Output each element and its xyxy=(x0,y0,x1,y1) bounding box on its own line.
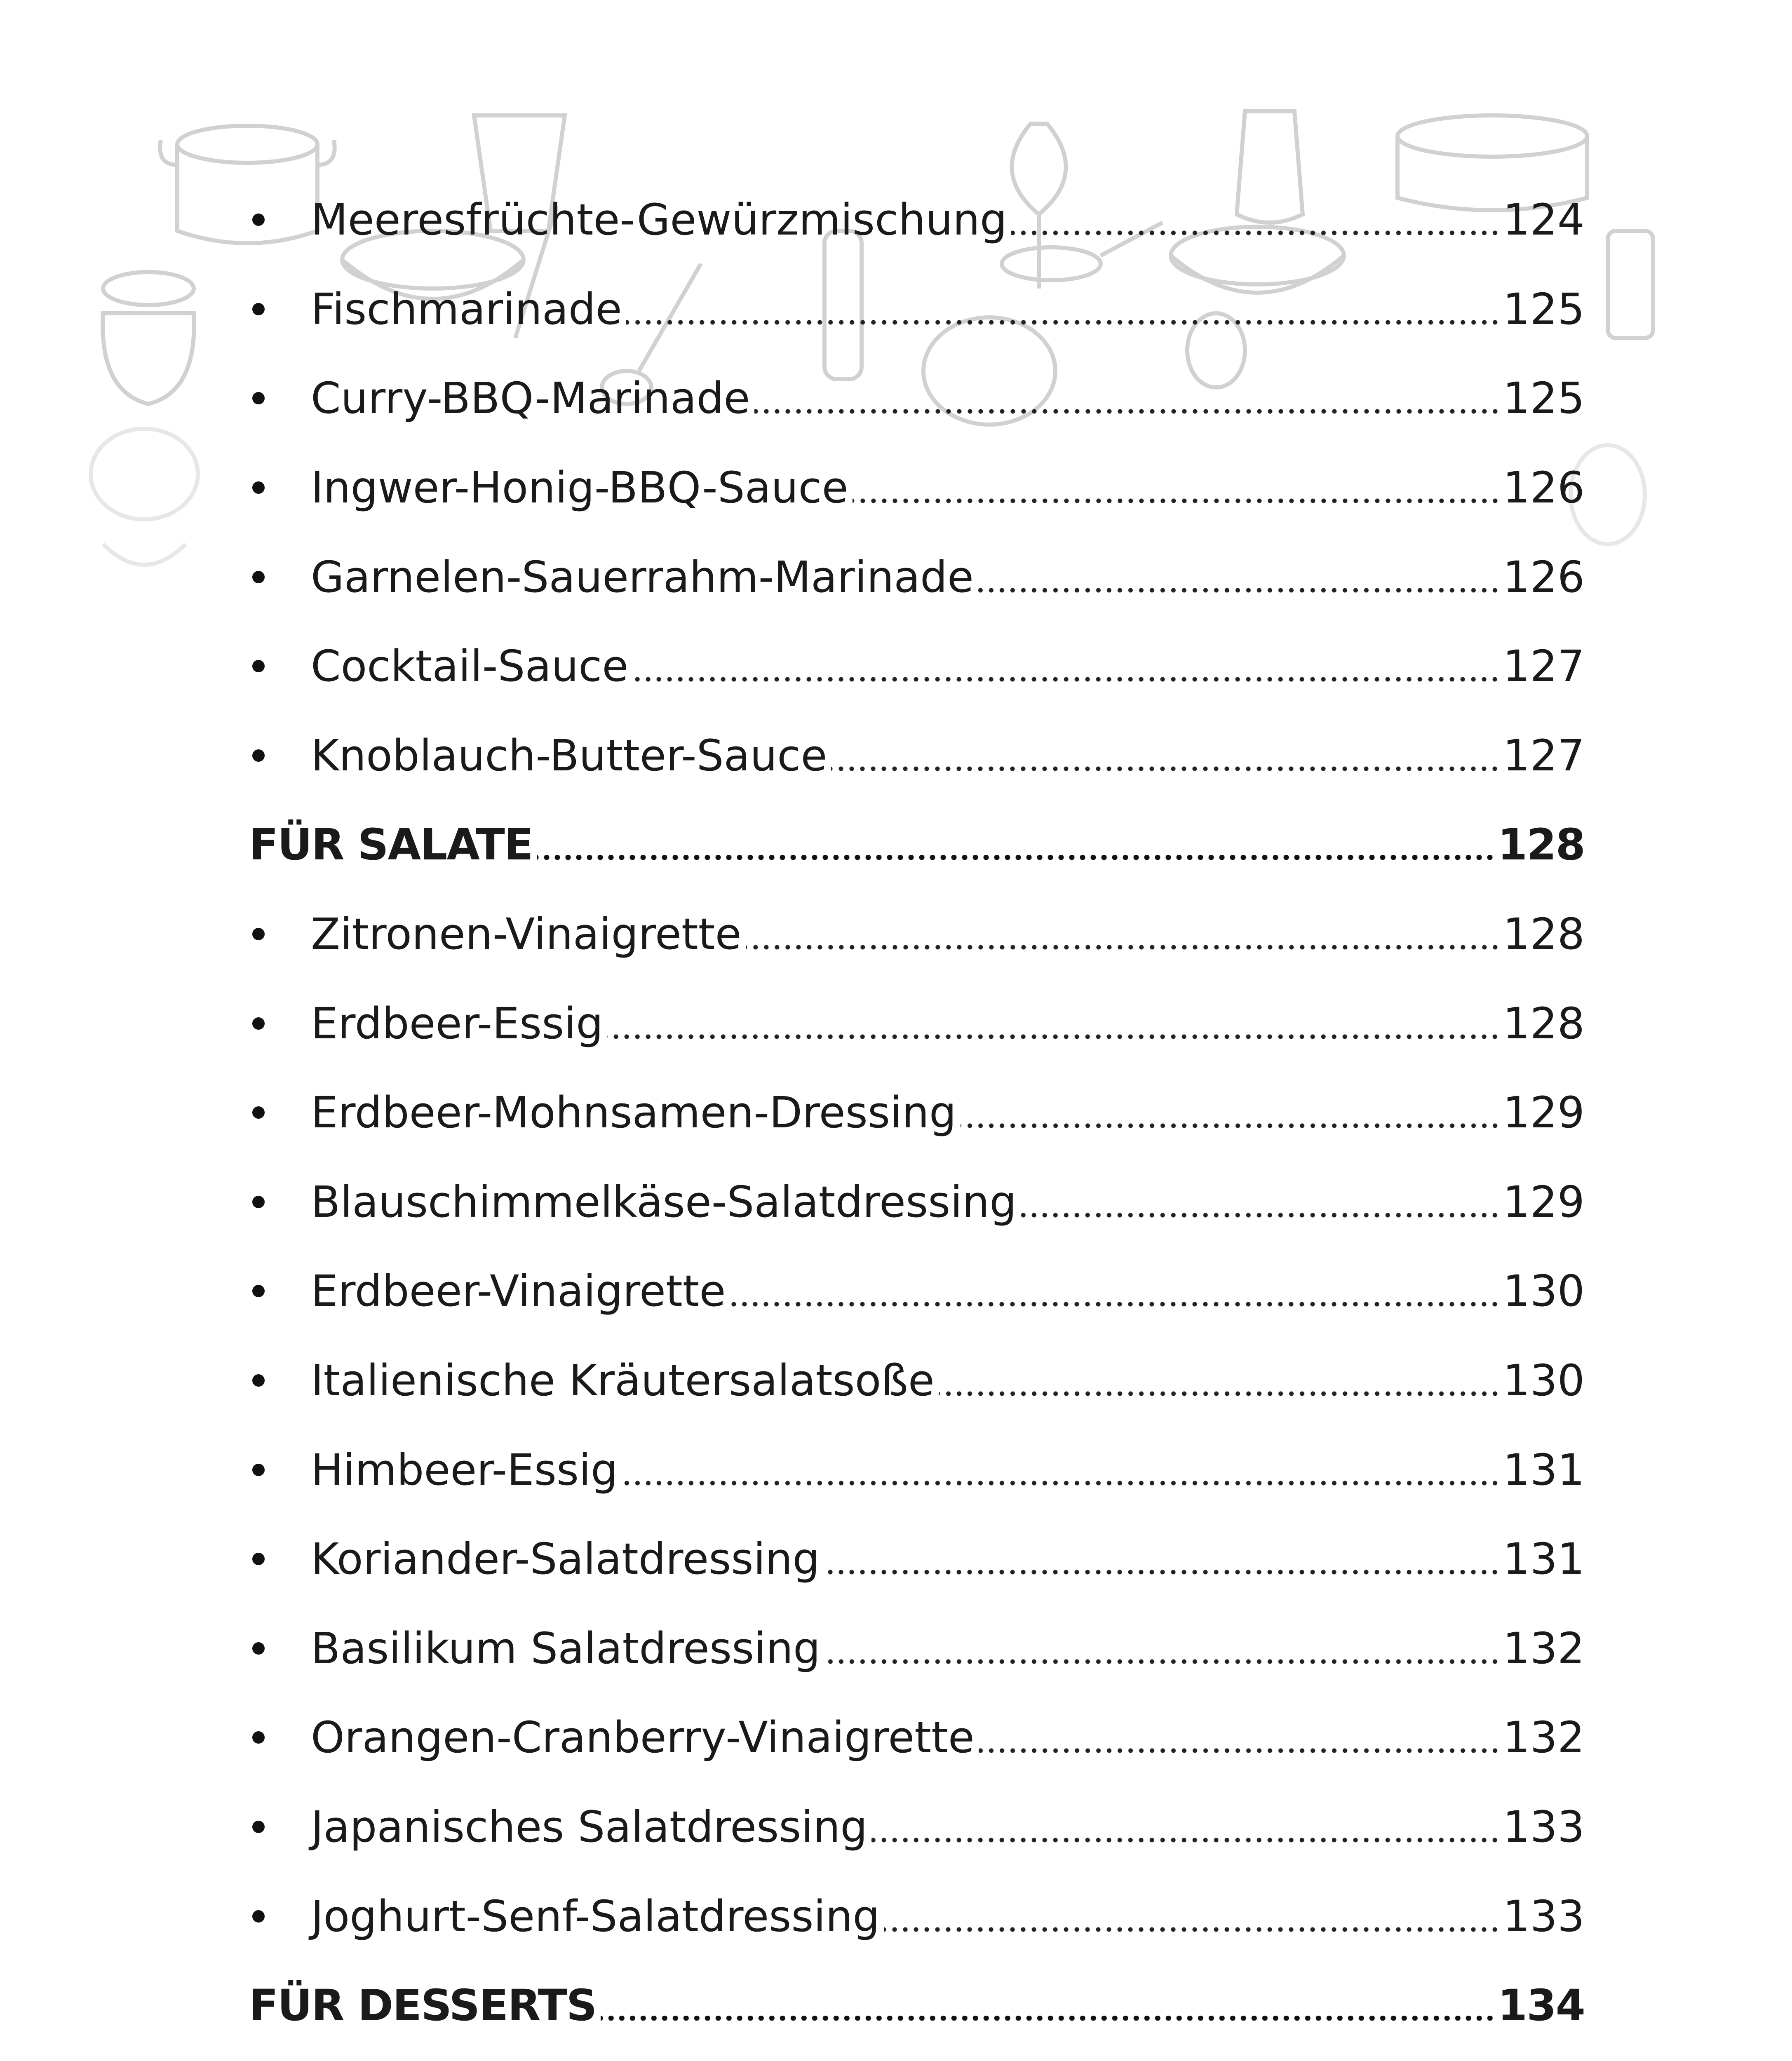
bullet-icon xyxy=(249,214,311,226)
toc-entry[interactable] xyxy=(249,711,1585,800)
toc-entry-label: Zitronen-Vinaigrette xyxy=(311,909,742,960)
bullet-icon xyxy=(249,1821,311,1833)
toc-page-number: 132 xyxy=(1503,1712,1585,1763)
toc-page-number: 124 xyxy=(1503,195,1585,245)
dot-leader xyxy=(884,1895,1500,1938)
dot-leader xyxy=(871,1805,1500,1848)
dot-leader xyxy=(730,1270,1500,1312)
toc-page-number: 130 xyxy=(1503,1266,1585,1317)
toc-section-heading[interactable] xyxy=(249,1961,1585,2050)
toc-page-number: 129 xyxy=(1503,1176,1585,1227)
toc-entry-label: Erdbeer-Mohnsamen-Dressing xyxy=(311,1087,956,1138)
dot-leader xyxy=(601,1984,1495,2027)
dot-leader xyxy=(622,1448,1500,1491)
toc-entry[interactable] xyxy=(249,175,1585,265)
toc-entry[interactable] xyxy=(249,1782,1585,1872)
toc-entry[interactable] xyxy=(249,622,1585,711)
toc-entry[interactable] xyxy=(249,1246,1585,1336)
toc-entry-label: Cocktail-Sauce xyxy=(311,641,629,692)
toc-entry-label: Orangen-Cranberry-Vinaigrette xyxy=(311,1712,975,1763)
dot-leader xyxy=(853,466,1501,509)
dot-leader xyxy=(831,734,1500,777)
toc-page-number: 131 xyxy=(1503,1534,1585,1584)
dot-leader xyxy=(537,823,1495,866)
toc-entry[interactable] xyxy=(249,1514,1585,1604)
toc-page-number: 131 xyxy=(1503,1444,1585,1495)
dot-leader xyxy=(939,1359,1501,1402)
toc-page-number: 128 xyxy=(1497,819,1585,870)
toc-page-number: 133 xyxy=(1503,1801,1585,1852)
dot-leader xyxy=(746,913,1501,955)
dot-leader xyxy=(607,1002,1500,1045)
toc-page-number: 130 xyxy=(1503,1355,1585,1406)
bullet-icon xyxy=(249,660,311,672)
toc-entry-label: Garnelen-Sauerrahm-Marinade xyxy=(311,552,974,602)
dot-leader xyxy=(754,377,1501,420)
dot-leader xyxy=(824,1627,1500,1670)
toc-entry[interactable] xyxy=(249,2050,1585,2061)
bullet-icon xyxy=(249,928,311,940)
toc-entry-label: Basilikum Salatdressing xyxy=(311,1623,821,1674)
toc-entry[interactable] xyxy=(249,1604,1585,1693)
bullet-icon xyxy=(249,749,311,762)
dot-leader xyxy=(978,556,1500,599)
toc-entry[interactable] xyxy=(249,354,1585,443)
grater-icon xyxy=(1608,231,1653,338)
toc-entry-label: Joghurt-Senf-Salatdressing xyxy=(311,1891,880,1941)
bullet-icon xyxy=(249,1553,311,1565)
toc-entry[interactable] xyxy=(249,1425,1585,1514)
dot-leader xyxy=(979,1716,1501,1759)
toc-entry[interactable] xyxy=(249,890,1585,979)
toc-entry[interactable] xyxy=(249,532,1585,622)
toc-entry-label: Ingwer-Honig-BBQ-Sauce xyxy=(311,462,848,513)
bullet-icon xyxy=(249,303,311,315)
toc-entry-label: Erdbeer-Vinaigrette xyxy=(311,1266,726,1317)
bullet-icon xyxy=(249,571,311,583)
dot-leader xyxy=(824,1538,1500,1580)
dot-leader xyxy=(626,288,1501,331)
toc-section-label: FÜR DESSERTS xyxy=(249,1980,597,2031)
bullet-icon xyxy=(249,481,311,494)
bullet-icon xyxy=(249,392,311,404)
toc-entry-label: Knoblauch-Butter-Sauce xyxy=(311,730,827,781)
bullet-icon xyxy=(249,1464,311,1476)
toc-section-label: FÜR SALATE xyxy=(249,819,533,870)
dot-leader xyxy=(961,1091,1501,1134)
toc-entry-label: Italienische Kräutersalatsoße xyxy=(311,1355,935,1406)
toc-page-number: 127 xyxy=(1503,641,1585,692)
toc-entry-label: Erdbeer-Essig xyxy=(311,998,604,1049)
toc-entry[interactable] xyxy=(249,1871,1585,1961)
toc-entry[interactable] xyxy=(249,1336,1585,1425)
toc-page-number: 129 xyxy=(1503,1087,1585,1138)
dot-leader xyxy=(1011,198,1500,241)
toc-page-number: 133 xyxy=(1503,1891,1585,1941)
toc-page-number: 125 xyxy=(1503,284,1585,334)
dot-leader xyxy=(632,645,1500,688)
toc-page-number: 128 xyxy=(1503,909,1585,960)
toc-entry[interactable] xyxy=(249,1693,1585,1782)
table-of-contents xyxy=(249,175,1585,2061)
bullet-icon xyxy=(249,1017,311,1030)
toc-entry[interactable] xyxy=(249,979,1585,1068)
toc-page-number: 128 xyxy=(1503,998,1585,1049)
toc-entry-label: Himbeer-Essig xyxy=(311,1444,618,1495)
bullet-icon xyxy=(249,1374,311,1387)
bullet-icon xyxy=(249,1285,311,1297)
toc-page-number: 132 xyxy=(1503,1623,1585,1674)
bullet-icon xyxy=(249,1642,311,1655)
bullet-icon xyxy=(249,1731,311,1744)
toc-entry[interactable] xyxy=(249,265,1585,354)
toc-page-number: 127 xyxy=(1503,730,1585,781)
toc-page-number: 125 xyxy=(1503,373,1585,424)
toc-page-number: 134 xyxy=(1497,1980,1585,2031)
toc-entry-label: Blauschimmelkäse-Salatdressing xyxy=(311,1176,1017,1227)
bullet-icon xyxy=(249,1910,311,1923)
toc-page-number: 126 xyxy=(1503,462,1585,513)
toc-entry[interactable] xyxy=(249,1157,1585,1247)
dot-leader xyxy=(1021,1181,1500,1223)
toc-entry-label: Curry-BBQ-Marinade xyxy=(311,373,750,424)
bullet-icon xyxy=(249,1196,311,1208)
toc-entry-label: Fischmarinade xyxy=(311,284,622,334)
toc-entry-label: Koriander-Salatdressing xyxy=(311,1534,820,1584)
toc-entry[interactable] xyxy=(249,443,1585,533)
lidded-pot-icon xyxy=(103,272,194,404)
toc-section-heading[interactable] xyxy=(249,800,1585,890)
toc-entry-label: Japanisches Salatdressing xyxy=(311,1801,868,1852)
bullet-icon xyxy=(249,1106,311,1119)
toc-entry[interactable] xyxy=(249,1068,1585,1157)
toc-entry-label: Meeresfrüchte-Gewürzmischung xyxy=(311,195,1008,245)
toc-page-number: 126 xyxy=(1503,552,1585,602)
